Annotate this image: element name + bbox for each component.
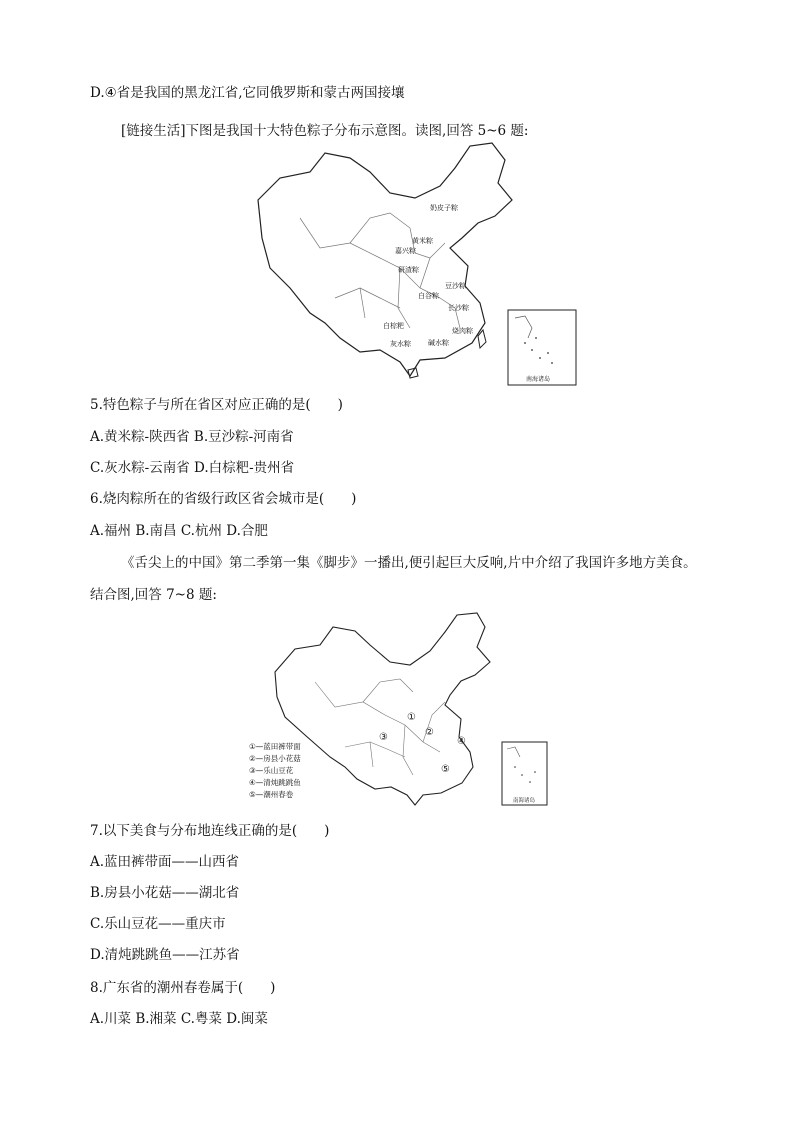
- intro-questions-5-6: [链接生活]下图是我国十大特色粽子分布示意图。读图,回答 5~6 题:: [121, 123, 529, 139]
- label-baigu: 白谷粽: [418, 292, 439, 300]
- svg-text:南海诸岛: 南海诸岛: [525, 376, 551, 383]
- label-jiaxing: 嘉兴粽: [395, 247, 416, 255]
- south-china-sea-inset-2: [502, 742, 547, 805]
- marker-2: ②: [425, 727, 434, 738]
- svg-text:⑤—潮州春卷: ⑤—潮州春卷: [249, 790, 294, 799]
- hainan-island: [408, 368, 418, 378]
- china-outline-2: [275, 613, 490, 805]
- question-7-option-c: C.乐山豆花——重庆市: [90, 916, 226, 932]
- marker-3: ③: [379, 732, 388, 743]
- svg-text:南海诸岛: 南海诸岛: [512, 798, 536, 804]
- question-8-options: A.川菜 B.湘菜 C.粤菜 D.闽菜: [90, 1011, 268, 1027]
- svg-text:②—房县小花菇: ②—房县小花菇: [249, 754, 301, 763]
- question-5-options-ab: A.黄米粽-陕西省 B.豆沙粽-河南省: [90, 429, 294, 445]
- question-7-option-d: D.清炖跳跳鱼——江苏省: [90, 947, 240, 963]
- label-changsha: 长沙粽: [448, 304, 469, 312]
- question-6: 6.烧肉粽所在的省级行政区省会城市是( ): [90, 491, 357, 507]
- svg-text:④—清炖跳跳鱼: ④—清炖跳跳鱼: [249, 778, 301, 787]
- option-4d: D.④省是我国的黑龙江省,它同俄罗斯和蒙古两国接壤: [90, 85, 405, 101]
- question-8: 8.广东省的潮州春卷属于( ): [90, 980, 276, 996]
- label-baizong: 白棕粑: [383, 322, 404, 330]
- china-outline: [258, 143, 512, 376]
- question-5-options-cd: C.灰水粽-云南省 D.白棕粑-贵州省: [90, 460, 295, 476]
- label-jianshui: 碱水粽: [428, 339, 449, 347]
- question-7-option-a: A.蓝田裤带面——山西省: [90, 854, 240, 870]
- label-naipi: 奶皮子粽: [430, 204, 458, 212]
- cuisine-map: [245, 607, 550, 807]
- question-6-options: A.福州 B.南昌 C.杭州 D.合肥: [90, 523, 268, 539]
- south-china-sea-inset: [508, 310, 576, 385]
- label-yanxi: 研渣粽: [398, 266, 419, 274]
- intro-questions-7-8-a: 《舌尖上的中国》第二季第一集《脚步》一播出,便引起巨大反响,片中介绍了我国许多地方美食。: [121, 555, 697, 571]
- label-huangmi: 黄米粽: [412, 237, 433, 245]
- label-shaorou: 烧肉粽: [452, 327, 473, 335]
- marker-4: ④: [457, 736, 466, 747]
- label-dousha: 豆沙粽: [445, 282, 466, 290]
- question-7-option-b: B.房县小花菇——湖北省: [90, 885, 240, 901]
- question-7: 7.以下美食与分布地连线正确的是( ): [90, 823, 330, 839]
- marker-1: ①: [407, 712, 416, 723]
- intro-questions-7-8-b: 结合图,回答 7~8 题:: [90, 587, 217, 603]
- legend: [249, 741, 301, 799]
- svg-text:①—蓝田裤带面: ①—蓝田裤带面: [249, 742, 301, 751]
- question-5: 5.特色粽子与所在省区对应正确的是( ): [90, 397, 343, 413]
- svg-text:③—乐山豆花: ③—乐山豆花: [249, 766, 294, 775]
- marker-5: ⑤: [441, 764, 450, 775]
- zongzi-map: [240, 138, 580, 388]
- label-huishui: 灰水粽: [390, 340, 411, 348]
